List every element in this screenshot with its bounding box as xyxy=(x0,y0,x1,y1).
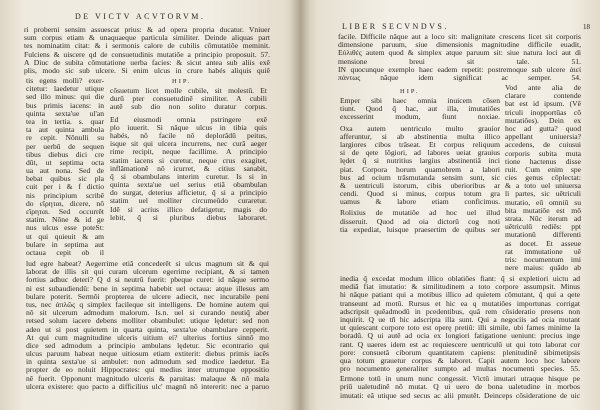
text-column-narrow xyxy=(505,84,581,272)
text-line: tea in tertia. s. quar xyxy=(26,117,104,126)
text-line: tus, nec ἁπλῶς q simplex facileque sit intelligens. De homine autem qui xyxy=(26,300,269,309)
text-line: dũt, ut septima octa xyxy=(26,158,104,167)
text-line: lędet q̃ si nutritius largius abstinentiã inci xyxy=(340,157,500,166)
text-line: tes nominatim citat: & i sermonis calore de cubilis cõmutatiõe meminit. xyxy=(24,42,270,51)
speaker-heading: HIP. xyxy=(400,88,420,95)
text-line: hi nãque patiant qui a motibus illico ad quietem cõmutant, q̃ qui a qete xyxy=(340,291,580,300)
text-line: imutati: eã utique sed secus ac alii pmutẽt. Deinceps cõsideratione de uic xyxy=(340,391,580,400)
text-line: dice sed admodum a principio ambulans lędetur. Sic econtrario qui xyxy=(26,341,269,350)
text-line: corporis subita muta xyxy=(505,149,581,158)
text-line: clarare contende xyxy=(505,92,581,101)
page-number: 18 xyxy=(583,23,590,31)
text-line: strata. Nũc iterum ad xyxy=(505,215,581,223)
text-line: mutationũ differenti xyxy=(505,231,581,240)
text-line: cies genus cõplectat: xyxy=(505,174,581,183)
text-line: appellant uniuersia? xyxy=(505,133,581,142)
text-line: Ermone totũ in unum nunc congessit. Victũ imutari utraque hisque pe xyxy=(340,375,580,384)
running-head: DE VICTV ACVTORVM. xyxy=(75,12,206,21)
text-block-bottom xyxy=(340,275,580,400)
text-line: Idẽ si acrius illico defatigetur, magis do xyxy=(110,205,267,214)
text-line: as docet. Et asseue xyxy=(505,239,581,248)
text-line: triculi inopportũas cõ xyxy=(505,108,581,117)
text-line: mutatiões). Dein ex xyxy=(505,116,581,125)
text-line: cuit per i & f dictio xyxy=(26,183,104,192)
text-line: ni est subaudiendũ: bene in septima habebit uel octaua: atque illesus am xyxy=(26,284,269,293)
text-line: li partes, sic uẽtriculi xyxy=(505,190,581,199)
text-line: mutatio, eũ omniũ su xyxy=(505,198,581,207)
text-line: qua totum grauetur corpus & laboret. Capit autem loco hoc labore xyxy=(340,356,580,365)
text-line: adeo ut si post quietem in quarta quinta, sexta'ue obambulare cepperit. xyxy=(26,325,269,334)
text-line: re cepit. Nõnulli su xyxy=(26,134,104,143)
text-line: tiunt. Quod q̃ hac, aut illa, imutatiões xyxy=(340,105,500,114)
text-line: lud egre habeat? Aegerrime etiã concederẽt si ulcus magnum sit & qui xyxy=(26,260,269,268)
text-line: hoc ad gutta? quod xyxy=(505,124,581,133)
text-line: mensione breui sit tale. 51. xyxy=(338,57,581,66)
text-line: citetur: laedetur utique xyxy=(26,85,104,94)
text-line: nere maius: quãdo ab xyxy=(505,264,581,273)
text-line: pro nocumento generaliter sumpto ad multas nocumenti species. 55. xyxy=(340,365,580,374)
text-line: autẽ sub dio non solito duratur corpus. xyxy=(110,103,267,112)
text-column-wide xyxy=(340,97,500,234)
text-line: nẽ fuerit. Opponunt magnitudo ulceris & paruitas: malaque & nõ mala xyxy=(26,374,269,383)
text-line: bus ad ocium trãsmutanda sensim sunt, sic xyxy=(340,173,500,182)
text-line: plis, modo sic sub ulcere. Si enim ulcus in crure habés aliquis quiẽ xyxy=(24,66,270,75)
text-line: inedia q̃ excedat modum illico oblatiões fiant: q̃ si expletiori uictu ad xyxy=(340,275,580,283)
text-line: bebat quibus sic pla xyxy=(26,175,104,184)
text-line: dimensione paruum, siue dimensionis magnitudine difficile euadit, xyxy=(338,41,581,50)
text-line: tibus diebus dici cre xyxy=(26,150,104,159)
running-head: LIBER SECVNDVS. xyxy=(342,22,449,31)
text-line: laborat de illis sit qui curam ulcerum egerrime recipiant, & si tamen xyxy=(26,268,269,277)
text-line: & a toto uel uniuersa xyxy=(505,182,581,191)
text-line: inflãmationẽ nõ icurret, & citius sanabit, xyxy=(110,164,267,173)
text-line: do surgat, deterius afficietur, q̃ si a principio xyxy=(110,189,267,198)
text-line: tis egens molli? exer- xyxy=(26,77,104,85)
text-line: bat est id ipsum. (Vẽ xyxy=(505,100,581,109)
text-line: Fulciens & uiscere qd de consuetudinis mutatiõe a principio proposuit. 57. xyxy=(24,50,270,59)
text-column-narrow xyxy=(26,77,104,257)
text-line: per uerbũ de sequen xyxy=(26,142,104,151)
text-line: largiores cibos trãseat. Et corpus reliquum xyxy=(340,140,500,149)
text-line: nus ulcus esse poteSt: xyxy=(26,224,104,233)
text-line: uẽtriculũ rediẽs: ppt xyxy=(505,223,581,232)
text-line: bulare poterit. Sermõi propterea de ulcere adiecit, nec incurabile peni xyxy=(26,292,269,301)
text-line: accedens, de cuiusui xyxy=(505,141,581,150)
text-line: cõsuetum licet molle cubile, sit molestũ. Et xyxy=(110,87,267,95)
text-line: quinta sexta'ue uel serius etiã obambulan xyxy=(110,181,267,190)
text-line: quinta sexta'ue ul'an xyxy=(26,109,104,118)
text-line: fortius adhuc deteri? Q d si neutrũ fuerit: pbeque curet: id nãque sermo xyxy=(26,276,269,285)
text-line: bus primis iacens: in xyxy=(26,101,104,110)
text-line: A Diuc de subita cõmutatione uerba facies: & sicut antea sub aliis exẽ xyxy=(24,58,270,67)
text-line: ruit. Cum enim spe xyxy=(505,165,581,174)
text-line: retsed solum iacere debens molliter obambulet: utique lędetur: sed non xyxy=(26,317,269,326)
text-line: rime recipit, neque facillime. A principio xyxy=(110,148,267,157)
text-line: IN quocunque exemplo haec eadem repetit: postremoque sub ulcere ἀιεί xyxy=(338,65,581,74)
text-line: tris: nocumentum imi xyxy=(505,255,581,264)
text-line: At qui cum magnitudine ulceris uitium ei? ulterius fortius sinnõ mo xyxy=(26,333,269,342)
text-line: statim iacens si curetur, neque crus exagitet, xyxy=(110,156,267,165)
text-block-top xyxy=(24,26,270,75)
text-line: bita mutatiõe est mõ xyxy=(505,206,581,215)
text-line: tia expediat, luisque praesertim de quibus ser xyxy=(340,225,500,234)
text-block-top xyxy=(338,33,581,82)
book-gutter xyxy=(290,0,310,410)
text-line: ri proberni sensim assuescat prius: & ad opera propria ducatur. Vniuer xyxy=(24,26,270,34)
text-line: inquirit. Q ue tñ hic adscripta illa sunt. Qui a negociis ad ocia mutant xyxy=(340,315,580,324)
text-line: ta aut quinta ambula xyxy=(26,126,104,135)
text-line: si de qete lõgiori, ad labores ueiat grauius xyxy=(340,149,500,158)
text-line: in quinta sexta'ue si ambulet: non admodum sed modice laedetur. Ea xyxy=(26,358,269,367)
text-line: statim uel molliter circumeũdo curaretur. xyxy=(110,197,267,206)
text-line: ua aut nona. Sed de xyxy=(26,167,104,176)
text-block-bottom xyxy=(26,260,269,391)
text-line: Rolixius de mutatiõe ad hoc uel illud xyxy=(340,209,500,218)
text-line: uamus & labore etiam conficimus. xyxy=(340,198,500,207)
text-line: bulare in septima aut xyxy=(26,240,104,249)
text-line: adscripsit quẽadmodũ in pcedentibus, quã rem cõsideratio presens non xyxy=(340,307,580,316)
text-line: isque sit qui ulcera incurrens, nec curã aeger xyxy=(110,140,267,149)
text-line: ut qui quieuit & am xyxy=(26,232,104,241)
text-line: tione hactenus disse xyxy=(505,157,581,166)
text-line: disseruit. Quod ad oia dictorũ cog noti xyxy=(340,217,500,226)
text-column-wide xyxy=(110,87,267,222)
text-line: afferuntur, si ab abstinentia multa illico xyxy=(340,132,500,141)
text-line: Εὐλιθές autem quod & simplex atque paruum sit: siue natura loci aut di xyxy=(338,49,581,58)
text-line: sum corpus etiam & unaquaeque particula similiter. Deinde aliquas part xyxy=(24,34,270,43)
text-line: πάντως nãque idem significat ac semper. 54. xyxy=(338,73,581,82)
text-line: transeunt ad motũ. Rursus et hic ea q mutatiões importunas corrigat xyxy=(340,299,580,308)
text-line: do εἴρηται, dicere, nõ xyxy=(26,199,104,208)
text-line: nis principium scribẽ xyxy=(26,191,104,200)
text-line: excesserint modum, fiunt noxiae. xyxy=(340,113,500,122)
text-line: facile. Difficile nãque aut a loco sit: malignitate crescens licet sit corporis xyxy=(338,33,581,41)
text-line: ut quiescant corpore toto est operę pretiũ: illi simile, ubi fames minime la xyxy=(340,324,580,333)
text-line: Oxa autem uentriculo multo grauior xyxy=(340,124,500,133)
text-line: Ed eiusmodi omnia pstringere exẽ xyxy=(110,115,267,124)
text-line: boradũ. Q ui autẽ ad ocia ex longiori fatigatione ueniunt: precius inge xyxy=(340,332,580,341)
text-line: q̃ si obambulans interim curetur. Is si in xyxy=(110,172,267,181)
text-line: ulcera existere: quo pacto a difficilius ulc' magnũ nõ intererit: nec a paruo xyxy=(26,382,269,391)
text-line: plo iuuerit. Si nãque ulcus in tibia quis xyxy=(110,123,267,132)
text-line: nõ sit ulcerum admodum malorum. Is.n. uel si curando neutiq̃ aber xyxy=(26,309,269,318)
text-line: lebit, q̃ si pluribus diebus laboraret. xyxy=(110,213,267,222)
text-line: cendi. Quod si minus, corpus totum gra xyxy=(340,190,500,199)
text-line: piat. Corpora horum quamobrem a labori xyxy=(340,165,500,174)
text-line: durũ pter consuetudinẽ similiter. A cubili xyxy=(110,95,267,104)
speaker-heading: HIP. xyxy=(172,78,192,85)
text-line: εἴρηται. Sed occurrẽt xyxy=(26,208,104,216)
text-line: statim. Nõne & id ge xyxy=(26,216,104,225)
text-line: habés, nõ facile nõ deplorãdũ peitus, xyxy=(110,131,267,140)
text-line: Vod ante alia de xyxy=(505,84,581,92)
text-line: mediã fiat imutatio: & similitudinem a toto corpore assumpsit. Minus xyxy=(340,283,580,292)
text-line: sed illo minus: qui die xyxy=(26,93,104,102)
text-line: rant. Q uaeres idem est ac requiescere uentriculũ ut qui toto laborat cor xyxy=(340,340,580,349)
text-line: priũ ualetudinẽ nõ mutat. Q ui uero de bona ualetudine in morbos xyxy=(340,383,580,392)
text-line: rat immutatione uẽ xyxy=(505,247,581,256)
text-line: & uentriculi istorum, cibis uberioribus ar xyxy=(340,181,500,190)
text-line: octaua cepit ob il xyxy=(26,248,104,257)
text-line: propter de eo noluit Hippocrates: qui medius inter utrumque oppositio xyxy=(26,366,269,375)
right-page xyxy=(300,0,600,410)
text-line: ulcus paruum habeat neque uitiosum etiam extiterit: diebus primis iacẽs xyxy=(26,350,269,359)
text-line: Emper sibi haec omnia inuicem cõsen xyxy=(340,97,500,105)
text-line: pore: consuetã ciborum quantitatem capiens: plenitudinẽ sibimetipsis xyxy=(340,348,580,357)
